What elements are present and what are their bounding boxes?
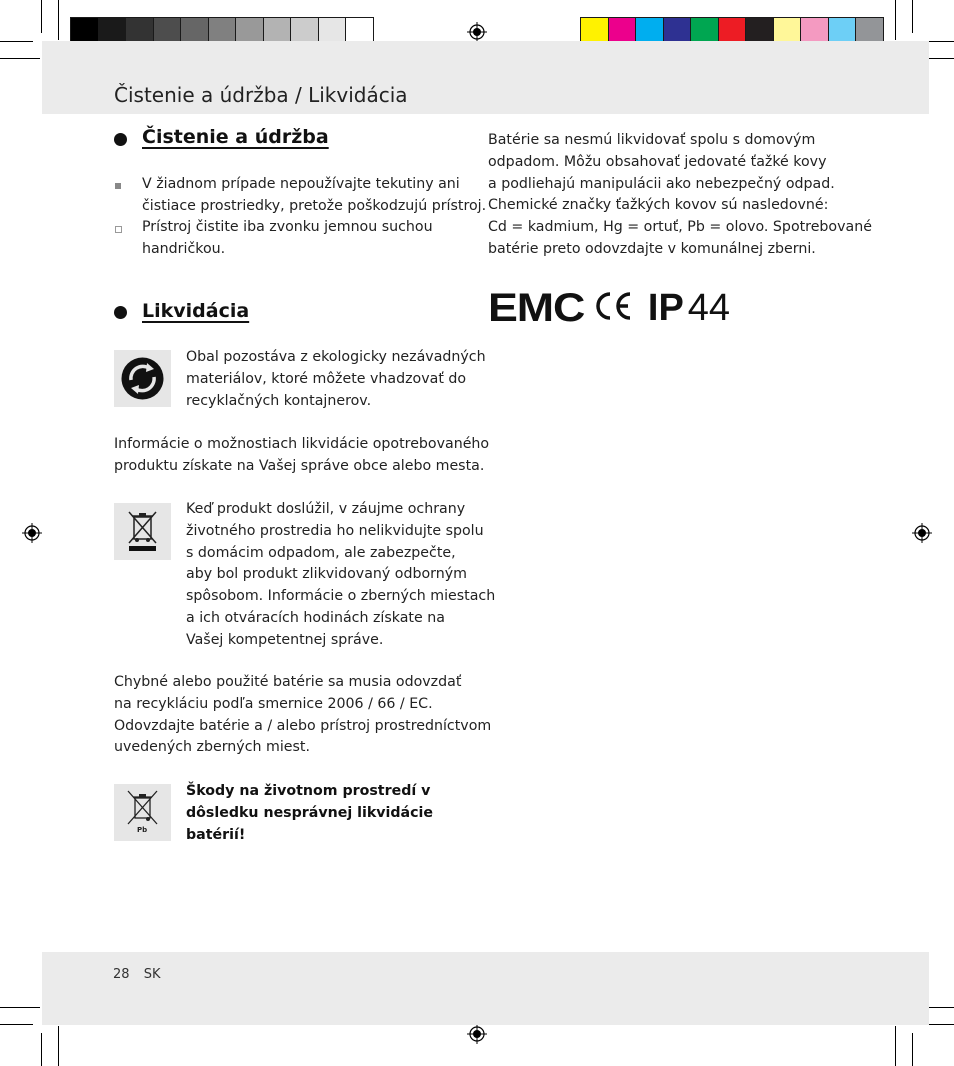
crop-mark xyxy=(895,1026,896,1066)
crop-mark xyxy=(912,1033,913,1066)
footer-band xyxy=(42,952,929,1025)
section-bullet xyxy=(114,133,127,146)
cleaning-heading: Čistenie a údržba xyxy=(142,126,329,148)
registration-mark-icon xyxy=(467,22,487,42)
square-bullet-icon xyxy=(115,183,121,189)
footer xyxy=(113,967,160,982)
battery-warning: Škody na životnom prostredí v dôsledku nesprávnej likvidácie batérií! xyxy=(186,783,434,843)
language-code: SK xyxy=(143,967,161,982)
crop-mark xyxy=(41,1033,42,1066)
page-number: 28 xyxy=(113,967,130,982)
page-title: Čistenie a údržba / Likvidácia xyxy=(114,83,408,107)
registration-mark-icon xyxy=(912,523,932,543)
battery-info-text: Batérie sa nesmú likvidovať spolu s domovým odpadom. Môžu obsahovať jedovaté ťažké kovy a podliehajú manipulácii ako nebezpečný odpad. Chemické značky ťažkých kovov sú nasledovné: Cd = kadmium, Hg = ortuť, Pb = olovo. Spotrebované batérie preto odovzdajte v komunálnej zberni. xyxy=(488,132,872,257)
ce-mark xyxy=(592,290,634,326)
packaging-text: Obal pozostáva z ekologicky nezávadných materiálov, ktoré môžete vhadzovať do recyklačných kontajnerov. xyxy=(186,349,486,409)
crop-mark xyxy=(912,0,913,33)
green-dot-recycle-icon xyxy=(114,350,171,407)
crop-mark xyxy=(0,41,33,42)
batteries-text: Chybné alebo použité batérie sa musia odovzdať na recykláciu podľa smernice 2006 / 66 / EC. Odovzdajte batérie a / alebo prístroj prostredníctvom uvedených zberných miest. xyxy=(114,674,492,756)
emc-logo: EMC xyxy=(488,285,585,330)
ip-rating: 44 xyxy=(687,286,731,329)
ip-label: IP xyxy=(647,286,684,329)
cleaning-item-1: V žiadnom prípade nepoužívajte tekutiny ani čistiace prostriedky, pretože poškodzujú prístroj. xyxy=(142,176,487,214)
square-bullet-icon xyxy=(115,226,122,233)
crop-mark xyxy=(58,0,59,40)
certification-logos xyxy=(488,286,730,330)
disposal-info-text: Informácie o možnostiach likvidácie opotrebovaného produktu získate na Vašej správe obce alebo mesta. xyxy=(114,436,490,474)
crop-mark xyxy=(0,58,40,59)
weee-text: Keď produkt doslúžil, v záujme ochrany životného prostredia ho nelikvidujte spolu s domácim odpadom, ale zabezpečte, aby bol produkt zlikvidovaný odborným spôsobom. Informácie o zberných miestach a ich otváracích hodinách získate na Vašej kompetentnej správe. xyxy=(186,501,496,648)
battery-icon-label: Pb xyxy=(137,826,148,834)
crossed-out-bin-pb-icon xyxy=(114,784,171,841)
crop-mark xyxy=(895,0,896,40)
crop-mark xyxy=(58,1026,59,1066)
section-bullet xyxy=(114,306,127,319)
disposal-heading: Likvidácia xyxy=(142,300,250,322)
crossed-out-bin-icon xyxy=(114,503,171,560)
crop-mark xyxy=(41,0,42,33)
registration-mark-icon xyxy=(22,523,42,543)
cleaning-item-2: Prístroj čistite iba zvonku jemnou suchou handričkou. xyxy=(142,219,433,257)
registration-mark-icon xyxy=(467,1024,487,1044)
crop-mark xyxy=(0,1007,40,1008)
crop-mark xyxy=(0,1024,33,1025)
